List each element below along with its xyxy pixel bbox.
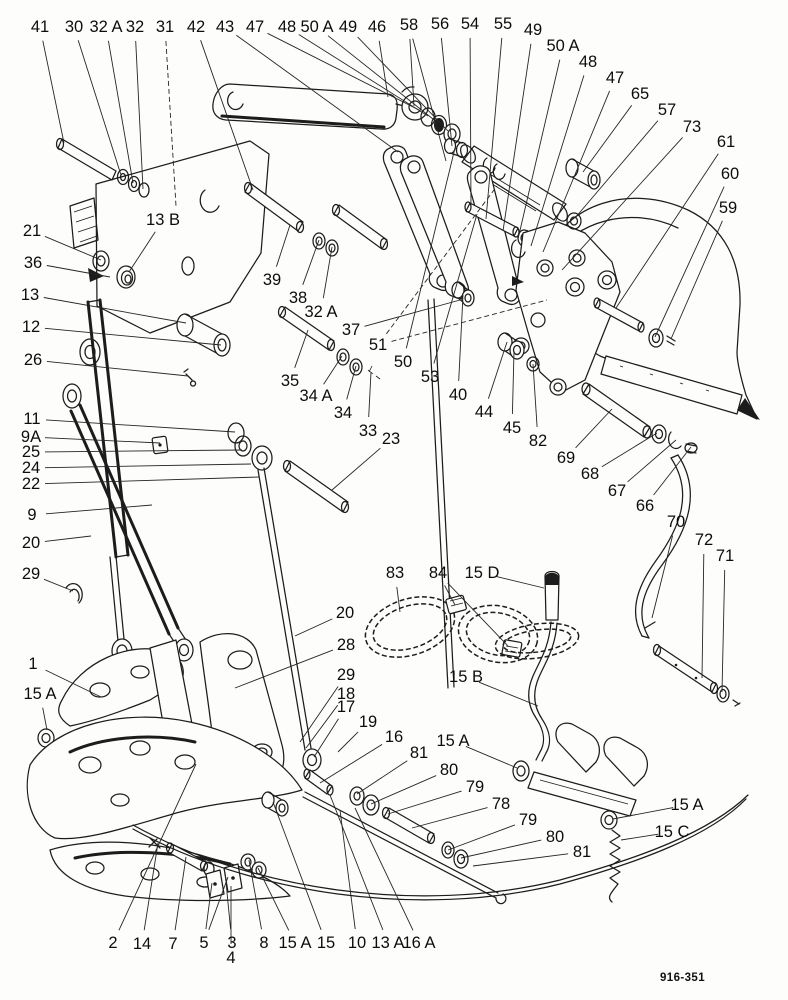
leader-line <box>45 536 91 541</box>
leader-line <box>330 795 383 930</box>
leader-line <box>45 328 221 345</box>
callout-label: 58 <box>399 16 419 34</box>
callout-label: 67 <box>607 482 627 500</box>
drawing-artwork <box>27 84 760 904</box>
kingpost-casting <box>27 634 302 901</box>
leader-line <box>448 583 508 646</box>
callout-label: 15 C <box>654 823 690 841</box>
callout-label: 36 <box>23 254 43 272</box>
callout-label: 3 <box>227 934 237 952</box>
callout-label: 21 <box>22 222 42 240</box>
left-cylinders <box>63 300 193 663</box>
leader-line <box>45 464 251 468</box>
leader-line <box>397 587 400 612</box>
callout-label: 43 <box>215 18 235 36</box>
leader-line <box>320 744 382 783</box>
callout-label: 13 <box>20 286 40 304</box>
callout-label: 11 <box>23 410 41 428</box>
leader-line <box>340 810 355 929</box>
leader-line <box>512 351 514 414</box>
callout-label: 50 <box>393 353 413 371</box>
callout-label: 71 <box>715 547 735 565</box>
callout-label: 24 <box>21 459 41 477</box>
callout-label: 32 A <box>89 18 123 36</box>
callout-label: 18 <box>336 685 356 703</box>
callout-label: 42 <box>186 18 206 36</box>
callout-label: 14 <box>132 935 152 953</box>
leader-line <box>702 554 704 678</box>
leader-line <box>332 448 380 490</box>
callout-label: 2 <box>108 934 118 952</box>
callout-label: 51 <box>368 336 388 354</box>
callout-label: 9A <box>20 428 42 446</box>
leader-line <box>46 420 235 432</box>
leader-line <box>379 41 388 97</box>
callout-label: 83 <box>385 564 405 582</box>
callout-label: 10 <box>347 934 367 952</box>
callout-label: 34 <box>333 404 353 422</box>
callout-label: 1 <box>28 655 38 673</box>
callout-label: 56 <box>430 15 450 33</box>
callout-label: 47 <box>245 18 265 36</box>
leader-line <box>43 41 64 143</box>
callout-label: 37 <box>341 321 361 339</box>
callout-label: 59 <box>718 199 738 217</box>
callout-label: 20 <box>335 604 355 622</box>
leader-line <box>388 791 462 814</box>
bushings-12-13 <box>177 314 230 356</box>
callout-label: 53 <box>420 368 440 386</box>
callout-label: 28 <box>336 636 356 654</box>
leader-line <box>621 834 658 840</box>
callout-label: 68 <box>580 465 600 483</box>
callout-label: 31 <box>155 18 175 36</box>
leader-line <box>136 41 143 189</box>
leader-line <box>652 536 673 618</box>
callout-label: 78 <box>491 795 511 813</box>
callout-label: 25 <box>21 443 41 461</box>
callout-label: 29 <box>21 565 41 583</box>
leader-line <box>303 240 319 285</box>
callout-label: 7 <box>168 935 178 953</box>
leader-line <box>45 477 259 484</box>
lever-15b-assembly <box>493 572 647 903</box>
leader-line <box>461 840 541 858</box>
callout-label: 23 <box>381 430 401 448</box>
callout-label: 38 <box>288 289 308 307</box>
callout-label: 26 <box>23 351 43 369</box>
callout-label: 16 A <box>402 934 436 952</box>
leader-line <box>369 372 371 417</box>
callout-label: 45 <box>502 419 522 437</box>
callout-label: 65 <box>630 85 650 103</box>
leader-line <box>496 576 544 588</box>
callout-label: 70 <box>666 513 686 531</box>
callout-label: 66 <box>635 497 655 515</box>
cylinder-46 <box>213 84 428 129</box>
callout-label: 55 <box>493 15 513 33</box>
callout-label: 15 A <box>23 685 57 703</box>
leader-line <box>357 761 407 794</box>
leader-line <box>473 854 568 866</box>
rope-83-clamps-84 <box>358 586 543 670</box>
callout-label: 69 <box>556 449 576 467</box>
callout-label: 80 <box>545 828 565 846</box>
callout-label: 5 <box>199 934 209 952</box>
callout-label: 81 <box>572 843 592 861</box>
figure-reference-number: 916-351 <box>660 972 706 984</box>
callout-label: 47 <box>605 69 625 87</box>
callout-label: 54 <box>460 15 480 33</box>
callout-label: 60 <box>720 165 740 183</box>
callout-label: 79 <box>465 778 485 796</box>
callout-label: 15 B <box>449 668 483 686</box>
callout-label: 48 <box>578 53 598 71</box>
callout-label: 82 <box>528 432 548 450</box>
callout-label: 12 <box>21 318 41 336</box>
leader-line <box>602 433 657 467</box>
callout-label: 79 <box>518 811 538 829</box>
callout-label: 39 <box>262 271 282 289</box>
callout-label: 15 A <box>278 934 312 952</box>
callout-label: 29 <box>336 666 356 684</box>
pin-23 <box>284 461 349 513</box>
leader-line <box>448 825 515 850</box>
leader-line <box>314 719 339 757</box>
callout-label: 72 <box>694 531 714 549</box>
leader-line <box>295 619 332 636</box>
leader-line <box>78 40 121 175</box>
leader-line <box>722 570 725 692</box>
pin-72-clamp-71 <box>654 645 741 707</box>
leader-line <box>47 361 188 376</box>
callout-label: 48 <box>277 18 297 36</box>
callout-label: 41 <box>30 18 50 36</box>
callout-label: 50 A <box>546 37 580 55</box>
leader-line <box>46 505 152 514</box>
leader-line <box>45 450 242 452</box>
leader-line <box>459 295 463 381</box>
callout-label: 44 <box>474 403 494 421</box>
callout-label: 8 <box>259 934 269 952</box>
callout-label: 19 <box>358 713 378 731</box>
leader-line <box>412 808 488 828</box>
callout-label: 15 D <box>464 564 500 582</box>
callout-label: 9 <box>27 506 37 524</box>
callout-label: 81 <box>409 744 429 762</box>
tie-rod-clevis <box>152 299 454 795</box>
callout-label: 16 <box>384 728 404 746</box>
leader-line <box>488 342 507 399</box>
callout-label: 34 A <box>299 387 333 405</box>
callout-label: 15 A <box>670 796 704 814</box>
callout-label: 22 <box>21 475 41 493</box>
callout-label: 50 A <box>300 18 334 36</box>
callout-label: 57 <box>657 101 677 119</box>
leader-line <box>276 225 290 267</box>
leader-line <box>338 732 358 752</box>
leader-line <box>576 409 612 448</box>
callout-label: 15 A <box>436 732 470 750</box>
callout-label: 13 B <box>146 211 180 229</box>
callout-label: 20 <box>21 534 41 552</box>
callout-label: 61 <box>716 133 736 151</box>
leader-line <box>108 41 133 183</box>
callout-label: 80 <box>439 761 459 779</box>
leader-line <box>466 746 517 768</box>
callout-label: 49 <box>523 21 543 39</box>
callout-label: 30 <box>64 18 84 36</box>
callout-label: 4 <box>226 949 236 967</box>
callout-label: 73 <box>682 118 702 136</box>
callout-label: 13 A <box>371 934 405 952</box>
callout-label: 32 A <box>304 303 338 321</box>
callout-label: 15 <box>316 934 336 952</box>
leader-line <box>273 802 321 930</box>
callout-label: 32 <box>125 18 145 36</box>
callout-label: 35 <box>280 372 300 390</box>
callout-label: 17 <box>336 698 356 716</box>
leader-line <box>295 330 308 368</box>
leader-line <box>371 776 436 804</box>
callout-label: 49 <box>338 18 358 36</box>
leader-line <box>43 708 47 730</box>
callout-label: 33 <box>358 422 378 440</box>
callout-label: 40 <box>448 386 468 404</box>
callout-label: 84 <box>428 564 448 582</box>
leader-line <box>323 247 332 298</box>
callout-label: 46 <box>367 18 387 36</box>
leader-line <box>324 356 342 384</box>
leader-line <box>533 364 537 427</box>
